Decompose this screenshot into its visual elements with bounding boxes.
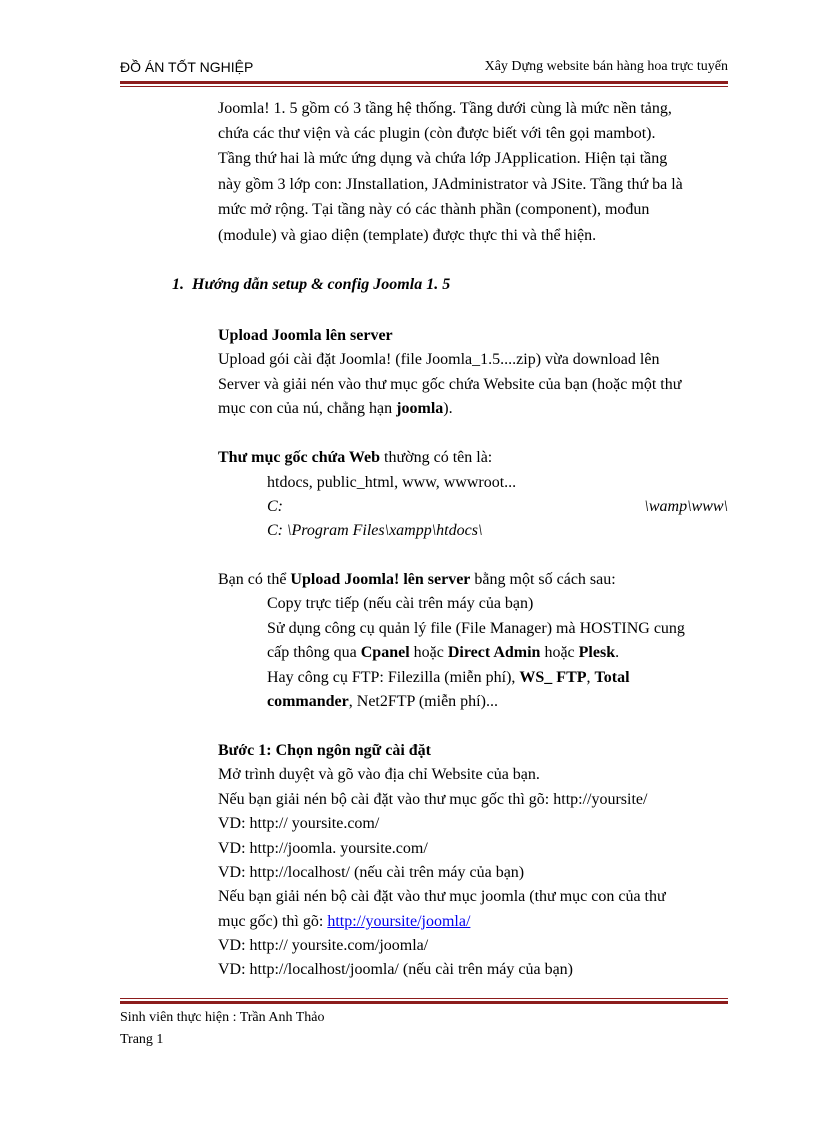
webroot-label: Thư mục gốc chứa Web thường có tên là: [218, 449, 493, 466]
joomla-url-link[interactable]: http://yoursite/joomla/ [327, 913, 471, 930]
step1-line: Nếu bạn giải nén bộ cài đặt vào thư mục gốc thì gõ: http://yoursite/ [218, 791, 648, 808]
method-item: commander, Net2FTP (miễn phí)... [267, 693, 498, 710]
step1-line: mục gốc) thì gõ: http://yoursite/joomla/ [218, 913, 471, 930]
webroot-path-xampp: C: \Program Files\xampp\htdocs\ [267, 522, 483, 539]
method-item: Copy trực tiếp (nếu cài trên máy của bạn) [267, 595, 534, 612]
footer-student: Sinh viên thực hiện : Trần Anh Thảo [120, 1010, 325, 1025]
upload-heading: Upload Joomla lên server [218, 327, 393, 344]
step1-heading: Bước 1: Chọn ngôn ngữ cài đặt [218, 742, 431, 759]
step1-line: VD: http:// yoursite.com/joomla/ [218, 937, 429, 954]
header-title-right: Xây Dựng website bán hàng hoa trực tuyến [484, 59, 728, 74]
intro-line: Tầng thứ hai là mức ứng dụng và chứa lớp JApplication. Hiện tại tầng [218, 150, 668, 167]
step1-line: VD: http://joomla. yoursite.com/ [218, 840, 428, 857]
footer-page-number: Trang 1 [120, 1032, 164, 1047]
step1-line: Mở trình duyệt và gõ vào địa chỉ Website của bạn. [218, 766, 540, 783]
upload-line: mục con của nú, chẳng hạn joomla). [218, 400, 453, 417]
section-title: Hướng dẫn setup & config Joomla 1. 5 [192, 276, 451, 293]
method-item: Hay công cụ FTP: Filezilla (miễn phí), WS_ FTP, Total [267, 669, 630, 686]
upload-line: Server và giải nén vào thư mục gốc chứa Website của bạn (hoặc một thư [218, 376, 682, 393]
intro-line: chứa các thư viện và các plugin (còn được biết với tên gọi mambot). [218, 125, 656, 142]
method-item: Sử dụng công cụ quản lý file (File Manager) mà HOSTING cung [267, 620, 685, 637]
intro-line: mức mở rộng. Tại tầng này có các thành phần (component), mođun [218, 201, 650, 218]
methods-lead: Bạn có thể Upload Joomla! lên server bằng một số cách sau: [218, 571, 616, 588]
intro-line: (module) và giao diện (template) được thực thi và thể hiện. [218, 227, 597, 244]
footer-rule [120, 998, 728, 1004]
webroot-names: htdocs, public_html, www, wwwroot... [267, 474, 517, 491]
step1-line: VD: http://localhost/joomla/ (nếu cài trên máy của bạn) [218, 961, 574, 978]
section-number: 1. [172, 276, 184, 293]
step1-line: VD: http://localhost/ (nếu cài trên máy của bạn) [218, 864, 525, 881]
header-title-left: ĐỒ ÁN TỐT NGHIỆP [120, 59, 254, 75]
step1-line: Nếu bạn giải nén bộ cài đặt vào thư mục joomla (thư mục con của thư [218, 888, 666, 905]
intro-line: Joomla! 1. 5 gồm có 3 tầng hệ thống. Tầng dưới cùng là mức nền tảng, [218, 100, 672, 117]
method-item: cấp thông qua Cpanel hoặc Direct Admin hoặc Plesk. [267, 644, 620, 661]
webroot-path-wamp: C: \wamp\www\ [267, 498, 728, 515]
intro-line: này gồm 3 lớp con: JInstallation, JAdministrator và JSite. Tầng thứ ba là [218, 176, 683, 193]
upload-line: Upload gói cài đặt Joomla! (file Joomla_1.5....zip) vừa download lên [218, 351, 660, 368]
step1-line: VD: http:// yoursite.com/ [218, 815, 380, 832]
section-heading [172, 275, 450, 295]
header-rule [120, 81, 728, 87]
